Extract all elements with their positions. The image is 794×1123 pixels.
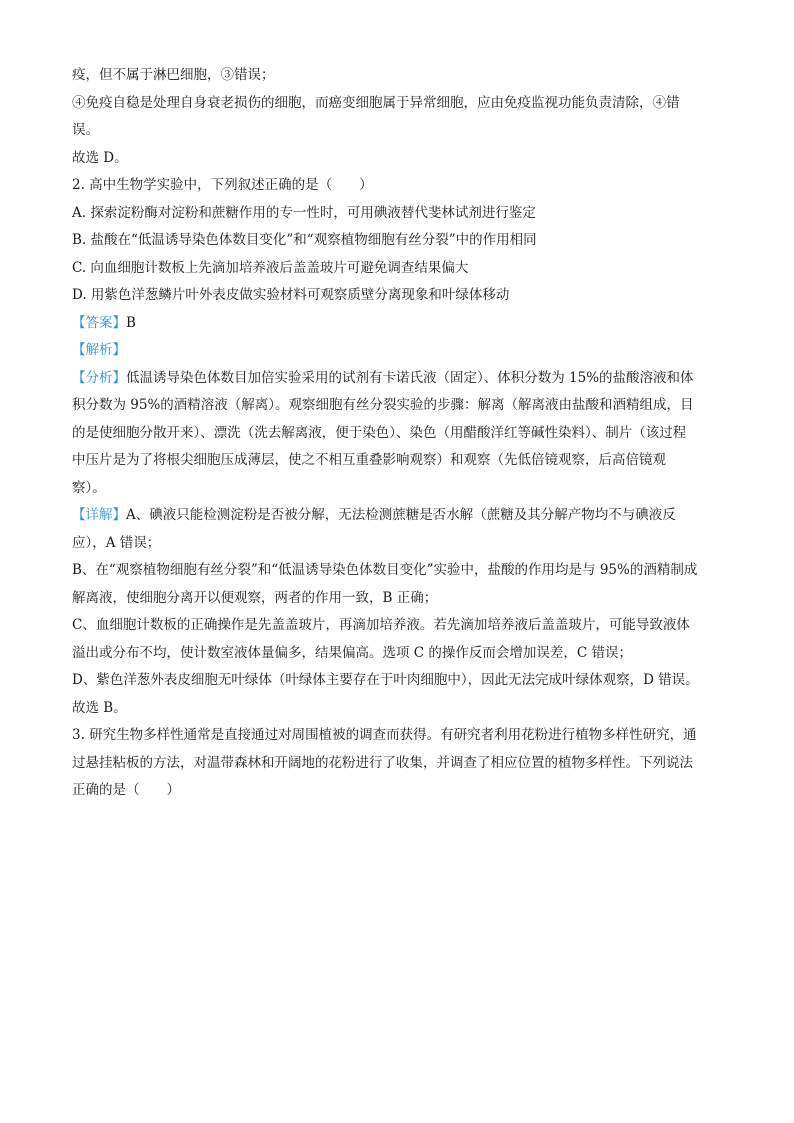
text-line: 中压片是为了将根尖细胞压成薄层，使之不相互重叠影响观察）和观察（先低倍镜观察，后高倍镜观: [72, 452, 666, 468]
text-line: 溢出或分布不均，使计数室液体量偏多，结果偏高。选项 C 的操作反而会增加误差，C 错误；: [72, 644, 633, 661]
text-line: 积分数为 95%的酒精溶液（解离）。观察细胞有丝分裂实验的步骤：解离（解离液由盐酸和酒精组成，目: [72, 397, 694, 413]
analysis-line: [72, 365, 722, 393]
text-line: D、紫色洋葱外表皮细胞无叶绿体（叶绿体主要存在于叶肉细胞中），因此无法完成叶绿体观察，D 错误。: [72, 672, 699, 688]
xiangjie-text: A、碘液只能检测淀粉是否被分解，无法检测蔗糖是否水解（蔗糖及其分解产物均不与碘液反: [126, 507, 676, 523]
text-line: 故选 B。: [72, 699, 127, 716]
text-line: 察）。: [72, 479, 106, 496]
question-3-stem: 3. 研究生物多样性通常是直接通过对周围植被的调查而获得。有研究者利用花粉进行植物多样性研究，通: [72, 727, 697, 743]
text-line: 过悬挂粘板的方法，对温带森林和开阔地的花粉进行了收集，并调查了相应位置的植物多样性。下列说法: [72, 754, 693, 771]
fenxi-text: 低温诱导染色体数目加倍实验采用的试剂有卡诺氏液（固定）、体积分数为 15%的盐酸溶液和体: [126, 369, 694, 386]
text-line: 故选 D。: [72, 149, 128, 166]
option-a: A. 探索淀粉酶对淀粉和蔗糖作用的专一性时，可用碘液替代斐林试剂进行鉴定: [72, 204, 536, 221]
text-line: 的是使细胞分散开来）、漂洗（洗去解离液，便于染色）、染色（用醋酸洋红等碱性染料）、制片（该过程: [72, 424, 687, 441]
text-line: B、在“观察植物细胞有丝分裂”和“低温诱导染色体数目变化”实验中，盐酸的作用均是与 95%的酒精制成: [72, 562, 698, 578]
xiangjie-tag: 【详解】: [72, 507, 126, 523]
text-line: 解离液，使细胞分离开以便观察，两者的作用一致，B 正确；: [72, 589, 438, 606]
text-line: 误。: [72, 122, 99, 138]
analysis-heading: [72, 337, 722, 365]
text-line: 应），A 错误；: [72, 534, 161, 551]
text-line: ④免疫自稳是处理自身衰老损伤的细胞，而癌变细胞属于异常细胞，应由免疫监视功能负责清除，④错: [72, 94, 680, 111]
option-d: D. 用紫色洋葱鳞片叶外表皮做实验材料可观察质壁分离现象和叶绿体移动: [72, 287, 510, 303]
fenxi-tag: 【分析】: [72, 369, 126, 386]
text-line: 正确的是（ ）: [72, 782, 180, 798]
detail-line: [72, 502, 722, 530]
question-2-stem: 2. 高中生物学实验中，下列叙述正确的是（ ）: [72, 177, 373, 193]
option-b: B. 盐酸在“低温诱导染色体数目变化”和“观察植物细胞有丝分裂”中的作用相同: [72, 232, 537, 248]
document-page: [72, 62, 722, 805]
text-line: 疫，但不属于淋巴细胞，③错误；: [72, 67, 275, 83]
text-line: C、血细胞计数板的正确操作是先盖盖玻片，再滴加培养液。若先滴加培养液后盖盖玻片，可能导致液体: [72, 617, 690, 633]
answer-line: [72, 310, 722, 338]
analysis-tag: 【解析】: [72, 342, 126, 358]
option-c: C. 向血细胞计数板上先滴加培养液后盖盖玻片可避免调查结果偏大: [72, 259, 469, 276]
answer-tag: 【答案】: [72, 314, 126, 331]
answer-value: B: [126, 314, 136, 331]
